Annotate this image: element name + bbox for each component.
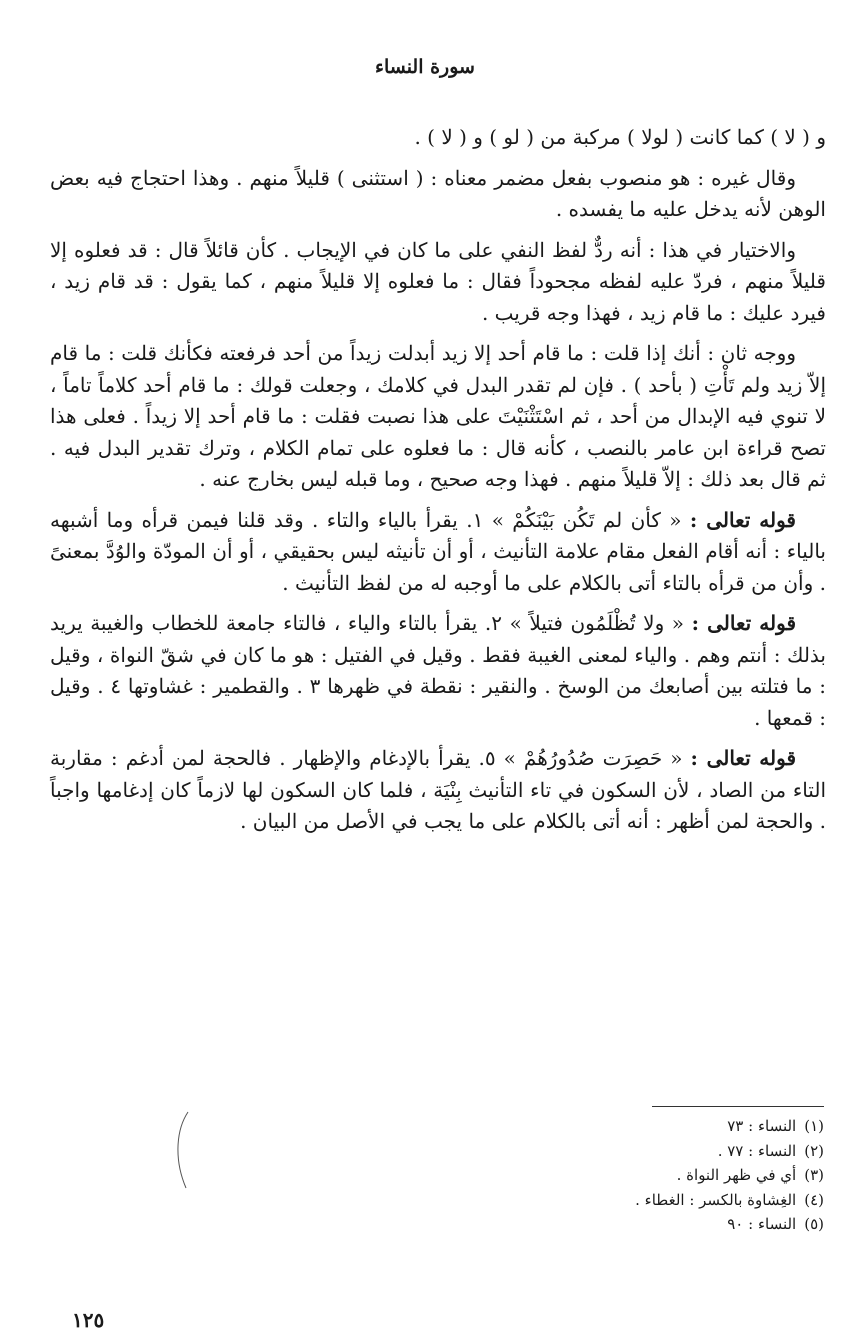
paragraph-lead: قوله تعالى :	[689, 507, 796, 532]
footnote-number: (٤)	[804, 1190, 824, 1209]
paragraph-text: « ولا تُظْلَمُون فتيلاً » ٢. يقرأ بالتاء والياء ، فالتاء جامعة للخطاب والغيبة يريد بذلك : أنتم وهم . والياء لمعنى الغيبة فقط . وقيل في الفتيل : هو ما كان في شقّ النواة ، وقيل : ما فتلته بين أصابعك من الوسخ . والنقير : نقطة في ظهرها ٣ . والقطمير : غشاوتها ٤ . وقيل : قمعها .	[50, 611, 827, 730]
paragraph	[50, 505, 826, 600]
footnote	[404, 1139, 824, 1164]
footnote-text: النساء : ٧٣	[727, 1117, 797, 1135]
footnotes-list	[404, 1114, 824, 1237]
paragraph-text: وقال غيره : هو منصوب بفعل مضمر معناه : ( استثنى ) قليلاً منهم . وهذا احتجاج فيه بعض الوهن لأنه يدخل عليه ما يفسده .	[50, 165, 826, 221]
paragraph	[50, 163, 826, 226]
paragraph	[50, 122, 826, 154]
paragraph	[50, 338, 826, 496]
footnote-text: أي في ظهر النواة .	[676, 1166, 797, 1184]
paragraph-text: « حَصِرَت صُدُورُهُمْ » ٥. يقرأ بالإدغام والإظهار . فالحجة لمن أدغم : مقاربة التاء من الصاد ، لأن السكون في تاء التأنيث بِنْيَة ، فلما كان السكون لها لازماً كان إدغامها واجباً . والحجة لمن أظهر : أنه أتى بالكلام على ما يجب في الأصل من البيان .	[50, 746, 826, 833]
paragraph-text: ووجه ثان : أنك إذا قلت : ما قام أحد إلا زيد أبدلت زيداً من أحد فرفعته فكأنك قلت : ما قام إلاّ زيد ولم تَأْتِ ( بأحد ) . فإن لم تقدر البدل في كلامك ، وجعلت قولك : ما قام أحد كلاماً تاماً ، لا تنوي فيه الإبدال من أحد ، ثم اسْتَثْنَيْتَ على هذا نصبت فقلت : ما قام أحد إلا زيداً . فعلى هذا تصح قراءة ابن عامر بالنصب ، كأنه قال : ما فعلوه على تمام الكلام ، وترك تقدير البدل فيه . ثم قال بعد ذلك : إلاّ قليلاً منهم . فهذا وجه صحيح ، وما قبله ليس بخارج عنه .	[50, 341, 826, 491]
paragraph-lead: قوله تعالى :	[691, 611, 797, 635]
footnote-text: النساء : ٩٠	[727, 1215, 797, 1233]
footnote-number: (٣)	[804, 1166, 824, 1184]
pen-mark	[170, 1110, 200, 1190]
paragraph-lead: قوله تعالى :	[690, 746, 796, 770]
paragraph-text: « كأن لم تَكُن بَيْنَكُمْ » ١. يقرأ بالياء والتاء . وقد قلنا فيمن قرأه وما أشبهه بالياء : أنه أقام الفعل مقام علامة التأنيث ، أو أن تأنيثه ليس بحقيقي ، أو أن المودّة والوُدَّ بمعنىً . وأن من قرأه بالتاء أتى بالكلام على ما أوجبه له من لفظ التأنيث .	[50, 507, 826, 595]
footnote	[404, 1188, 824, 1213]
footnote	[404, 1212, 824, 1237]
paragraph	[50, 743, 826, 838]
paragraph-text: و ( لا ) كما كانت ( لولا ) مركبة من ( لو ) و ( لا ) .	[414, 125, 826, 149]
page-number: ١٢٥	[72, 1308, 105, 1332]
footnote-number: (٥)	[804, 1215, 824, 1233]
footnote-divider	[652, 1106, 824, 1107]
page-header-title: سورة النساء	[375, 56, 475, 78]
footnote	[404, 1163, 824, 1188]
footnote-text: الغِشاوة بالكسر : الغطاء .	[635, 1190, 797, 1209]
footnote-number: (١)	[804, 1117, 824, 1135]
paragraph-text: والاختيار في هذا : أنه ردٌّ لفظ النفي على ما كان في الإيجاب . كأن قائلاً قال : قد فعلوه إلا قليلاً منهم ، فردّ عليه لفظه مجحوداً فقال : ما فعلوه إلا قليلاً منهم ، كما يقول : قد قام زيد ، فيرد عليك : ما قام زيد ، فهذا وجه قريب .	[50, 237, 826, 325]
footnote-number: (٢)	[804, 1141, 824, 1160]
main-text	[50, 122, 826, 847]
paragraph	[50, 235, 826, 330]
footnote	[404, 1114, 824, 1139]
paragraph	[50, 608, 826, 734]
footnote-text: النساء : ٧٧ .	[717, 1141, 797, 1160]
